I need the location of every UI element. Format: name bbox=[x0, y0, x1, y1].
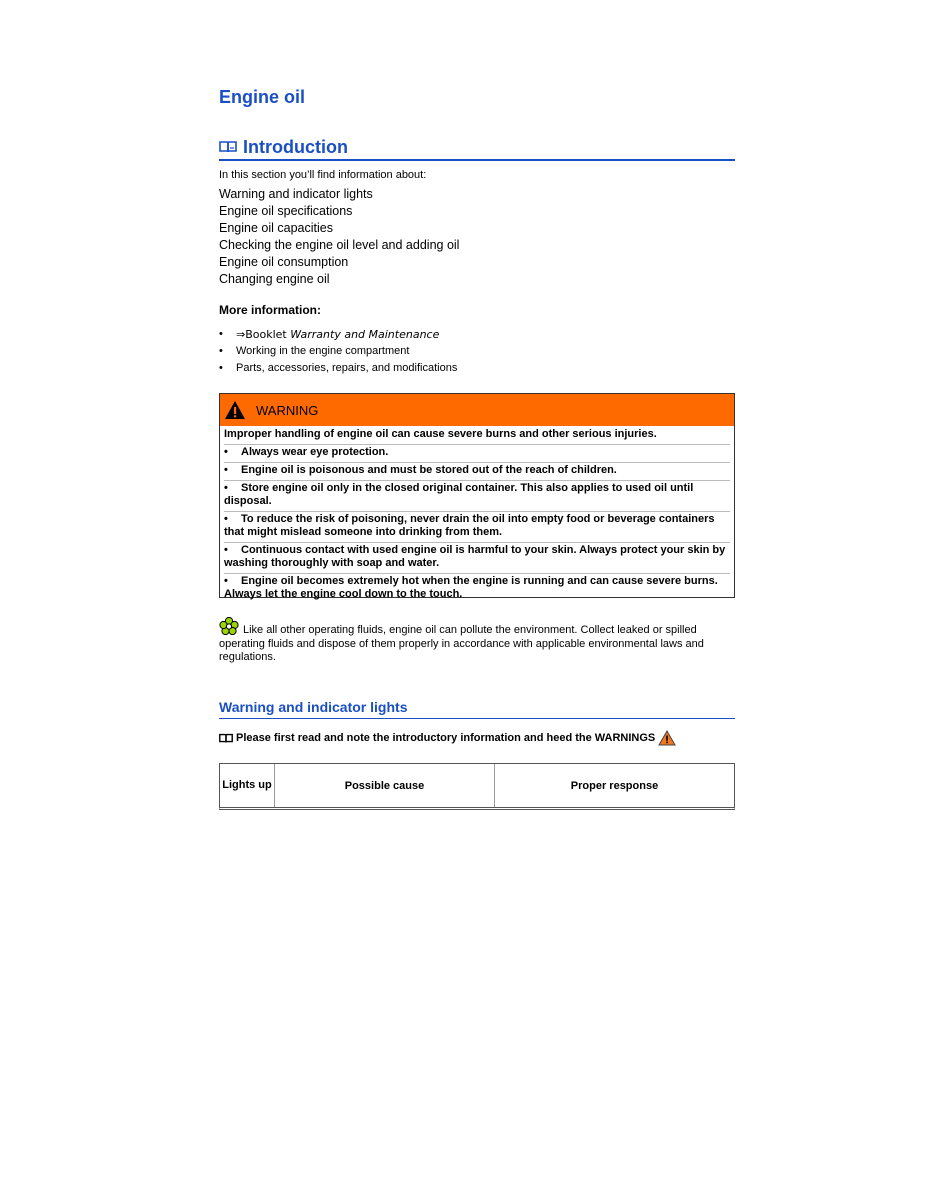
warning-lights-heading: Warning and indicator lights bbox=[219, 699, 735, 719]
column-header-lights-up: Lights up bbox=[220, 764, 275, 807]
bullet: • bbox=[224, 446, 228, 458]
introduction-heading-text: Introduction bbox=[243, 136, 348, 157]
environment-note-text: Like all other operating fluids, engine oil can pollute the environment. Collect leaked or spilled operating fluids and dispose of them properly in accordance with applicable environmental laws and regulations. bbox=[219, 624, 704, 663]
warning-item-text: Store engine oil only in the closed original container. This also applies to used oil until disposal. bbox=[224, 482, 694, 507]
more-info-text: Parts, accessories, repairs, and modifications bbox=[236, 362, 458, 374]
warning-item-text: Engine oil becomes extremely hot when the engine is running and can cause severe burns. Always let the engine cool down to the touch. bbox=[224, 575, 718, 600]
warning-header bbox=[220, 394, 734, 426]
booklet-reference: ⇒Booklet bbox=[236, 328, 291, 341]
book-icon bbox=[219, 733, 233, 744]
warning-item bbox=[224, 480, 730, 511]
topic-link[interactable]: Checking the engine oil level and adding oil bbox=[219, 238, 460, 252]
warning-box bbox=[219, 393, 735, 598]
bullet: • bbox=[224, 464, 228, 476]
book-icon bbox=[219, 140, 237, 154]
warning-item-text: Continuous contact with used engine oil is harmful to your skin. Always protect your skin by washing thoroughly with soap and water. bbox=[224, 544, 726, 569]
bullet: • bbox=[224, 575, 228, 587]
topic-link[interactable]: Changing engine oil bbox=[219, 272, 330, 286]
topic-list bbox=[219, 186, 459, 288]
more-info-item[interactable] bbox=[219, 326, 457, 343]
bullet: • bbox=[219, 362, 223, 374]
read-warnings-text: Please first read and note the introductory information and heed the WARNINGS bbox=[236, 732, 656, 744]
warning-item bbox=[224, 462, 730, 480]
column-header-proper-response: Proper response bbox=[570, 779, 659, 792]
topic-link[interactable]: Engine oil consumption bbox=[219, 255, 349, 269]
warning-item-text: Always wear eye protection. bbox=[241, 446, 389, 458]
more-info-item[interactable] bbox=[219, 360, 457, 377]
bullet: • bbox=[224, 513, 228, 525]
bullet: • bbox=[219, 345, 223, 357]
introduction-heading bbox=[219, 135, 735, 161]
flower-icon bbox=[219, 617, 239, 635]
lights-table-header bbox=[219, 763, 735, 810]
bullet: • bbox=[224, 544, 228, 556]
warning-item bbox=[224, 444, 730, 462]
booklet-title: Warranty and Maintenance bbox=[290, 328, 440, 341]
read-warnings-note bbox=[219, 730, 676, 746]
column-header-possible-cause: Possible cause bbox=[275, 764, 495, 807]
topic-link[interactable]: Warning and indicator lights bbox=[219, 187, 373, 201]
topic-link[interactable]: Engine oil capacities bbox=[219, 221, 333, 235]
more-info-item[interactable] bbox=[219, 343, 457, 360]
warning-item bbox=[224, 511, 730, 542]
page-title: Engine oil bbox=[219, 87, 306, 107]
warning-triangle-icon bbox=[224, 400, 246, 420]
warning-item bbox=[224, 573, 730, 604]
more-info-title: More information: bbox=[219, 303, 321, 317]
more-info-text: Working in the engine compartment bbox=[236, 345, 410, 357]
topic-link[interactable]: Engine oil specifications bbox=[219, 204, 353, 218]
warning-body bbox=[220, 426, 734, 604]
warning-item-text: To reduce the risk of poisoning, never drain the oil into empty food or beverage containers that might mislead someone into drinking from them. bbox=[224, 513, 715, 538]
environment-note bbox=[219, 617, 729, 665]
bullet: • bbox=[219, 328, 223, 340]
warning-label: WARNING bbox=[256, 402, 319, 418]
warning-item-text: Engine oil is poisonous and must be stored out of the reach of children. bbox=[241, 464, 617, 476]
warning-triangle-icon[interactable] bbox=[658, 730, 676, 746]
intro-lead: In this section you’ll find information about: bbox=[219, 169, 427, 181]
warning-item bbox=[224, 542, 730, 573]
more-info-list bbox=[219, 326, 457, 377]
bullet: • bbox=[224, 482, 228, 494]
warning-lead: Improper handling of engine oil can cause severe burns and other serious injuries. bbox=[224, 428, 657, 440]
